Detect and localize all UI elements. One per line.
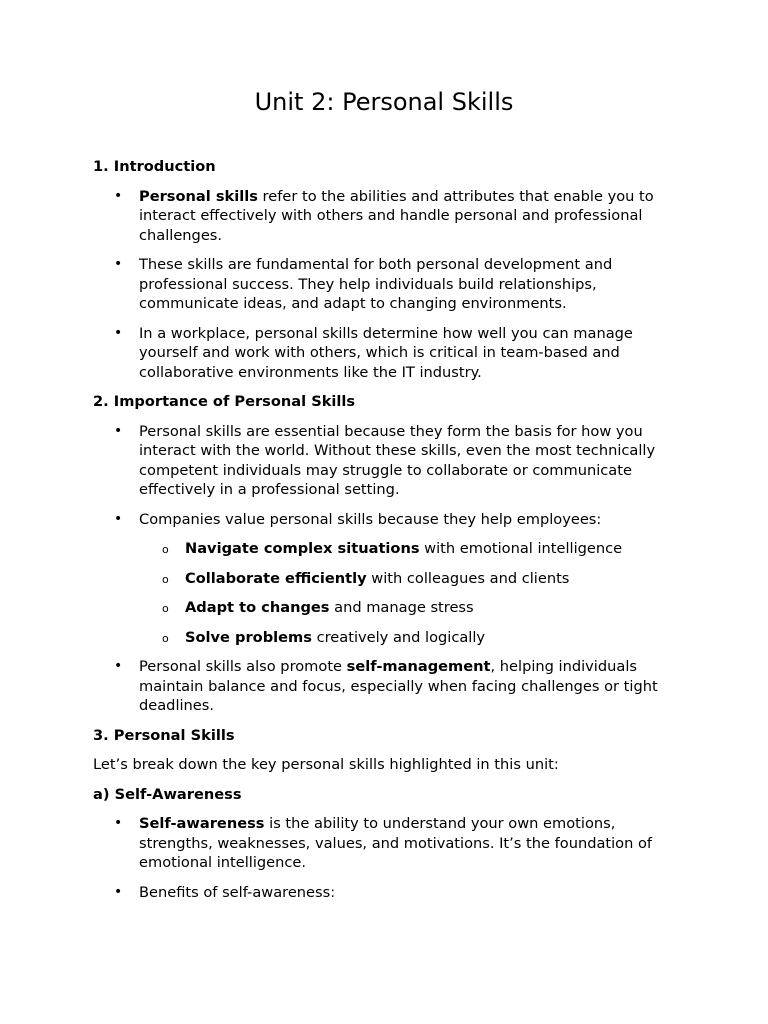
list-item-text: refer to the abilities and attributes that enable you to interact effectively with others and handle personal and professional challenges. (139, 187, 654, 244)
circle-bullet-icon: o (162, 572, 169, 586)
list-item-text: creatively and logically (311, 628, 486, 646)
bullet-icon: • (114, 187, 123, 204)
circle-bullet-icon: o (162, 543, 169, 556)
importance-list (93, 422, 683, 716)
bold-term: Solve problems (185, 628, 312, 646)
list-item-text: with emotional intelligence (419, 540, 623, 557)
list-item (93, 657, 683, 716)
list-item (93, 324, 683, 383)
self-awareness-list (93, 814, 683, 902)
bullet-icon: • (114, 324, 123, 341)
list-item (93, 255, 683, 314)
circle-bullet-icon: o (162, 602, 169, 615)
subsection-heading-self-awareness: a) Self-Awareness (93, 785, 242, 803)
document-body (93, 157, 683, 912)
employee-benefits-list (139, 539, 683, 647)
page-title: Unit 2: Personal Skills (254, 88, 514, 116)
bold-term: Adapt to changes (185, 599, 330, 616)
list-item-text: These skills are fundamental for both personal development and professional success. They help individuals build relationships, communicate ideas, and adapt to changing environments. (139, 256, 613, 312)
bold-term: Navigate complex situations (185, 540, 420, 557)
list-item (93, 510, 683, 648)
bold-term: self-management (346, 658, 491, 675)
list-item-text: Personal skills are essential because they form the basis for how you interact with the world. Without these skills, even the most technically competent individuals may struggle to collaborate or communicate effectively in a professional setting. (139, 422, 656, 498)
section-intro-paragraph: Let’s break down the key personal skills highlighted in this unit: (93, 756, 559, 773)
list-item (93, 422, 683, 500)
circle-bullet-icon: o (162, 631, 169, 645)
bullet-icon: • (114, 422, 123, 439)
bullet-icon: • (114, 883, 123, 900)
sub-list-item (139, 598, 683, 618)
list-item (93, 814, 683, 873)
list-item-text: Personal skills also promote (139, 658, 347, 675)
list-item-text: Benefits of self-awareness: (139, 883, 336, 901)
bullet-icon: • (114, 658, 123, 674)
list-item-text: with colleagues and clients (366, 569, 570, 587)
list-item-text: and manage stress (329, 599, 474, 616)
sub-list-item (139, 539, 683, 559)
bold-term: Self-awareness (139, 815, 265, 832)
list-item (93, 883, 683, 903)
bold-term: Personal skills (139, 187, 258, 205)
bold-term: Collaborate efficiently (185, 569, 367, 587)
bullet-icon: • (114, 256, 123, 272)
list-item-text: , helping individuals maintain balance and focus, especially when facing challenges or tight deadlines. (139, 658, 658, 714)
bullet-icon: • (114, 510, 123, 527)
section-heading-introduction: 1. Introduction (93, 158, 216, 175)
list-item (93, 187, 683, 246)
list-item-text: In a workplace, personal skills determine how well you can manage yourself and work with others, which is critical in team-based and collaborative environments like the IT industry. (139, 324, 633, 381)
section-heading-personal-skills: 3. Personal Skills (93, 726, 235, 744)
sub-list-item (139, 569, 683, 589)
list-item-text: is the ability to understand your own emotions, strengths, weaknesses, values, and motivations. It’s the foundation of emotional intelligence. (139, 815, 653, 871)
bullet-icon: • (114, 815, 123, 831)
section-heading-importance: 2. Importance of Personal Skills (93, 393, 356, 410)
list-item-text: Companies value personal skills because they help employees: (139, 510, 602, 528)
sub-list-item (139, 628, 683, 648)
introduction-list (93, 187, 683, 383)
